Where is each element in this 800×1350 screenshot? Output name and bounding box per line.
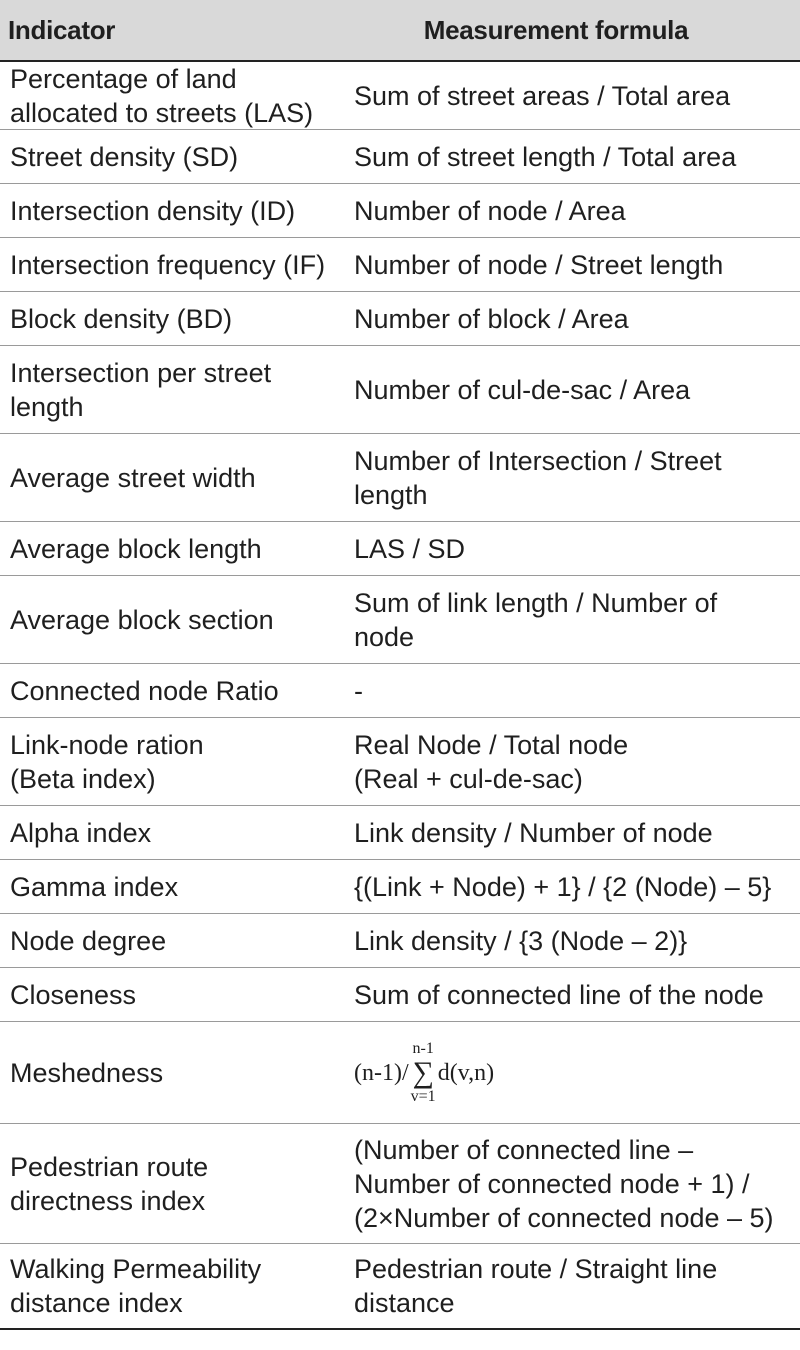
indicator-cell: Average block length — [10, 533, 262, 564]
formula-cell: LAS / SD — [354, 533, 466, 564]
sum-upper-limit: n-1 — [412, 1039, 434, 1057]
table-row — [0, 346, 800, 434]
table-row — [0, 1244, 800, 1330]
formula-cell: Number of cul-de-sac / Area — [354, 374, 691, 405]
formula-cell: Number of node / Area — [354, 195, 626, 226]
table-row — [0, 130, 800, 184]
table-row — [0, 522, 800, 576]
formula-cell: Sum of connected line of the node — [354, 979, 764, 1010]
indicator-cell: Block density (BD) — [10, 303, 233, 334]
table-row — [0, 1124, 800, 1244]
table-row — [0, 914, 800, 968]
formula-cell: Sum of street areas / Total area — [354, 80, 731, 111]
summation — [411, 1040, 436, 1106]
indicator-cell: Alpha index — [10, 817, 152, 848]
table-row — [0, 238, 800, 292]
formula-cell: - — [354, 675, 363, 706]
table-row — [0, 806, 800, 860]
formula-cell: Link density / {3 (Node – 2)} — [354, 925, 688, 956]
table-row — [0, 968, 800, 1022]
indicator-cell: Average street width — [10, 462, 256, 493]
formula-cell: Number of Intersection / Street length — [354, 445, 722, 510]
table-row — [0, 664, 800, 718]
formula-cell — [342, 1040, 800, 1106]
meshedness-formula — [354, 1040, 494, 1106]
indicator-cell: Pedestrian route directness index — [10, 1151, 209, 1216]
indicator-cell: Intersection density (ID) — [10, 195, 296, 226]
formula-cell: {(Link + Node) + 1} / {2 (Node) – 5} — [354, 871, 772, 902]
table-row — [0, 718, 800, 806]
indicator-cell: Link-node ration (Beta index) — [10, 729, 204, 794]
sigma-icon: ∑ — [412, 1055, 434, 1089]
formula-cell: Number of block / Area — [354, 303, 629, 334]
indicator-cell: Node degree — [10, 925, 167, 956]
table-header — [0, 0, 800, 62]
formula-cell: Sum of link length / Number of node — [354, 587, 718, 652]
formula-cell: (Number of connected line – Number of connected node + 1) / (2×Number of connected node – 5) — [354, 1134, 774, 1233]
indicator-cell: Connected node Ratio — [10, 675, 279, 706]
formula-left: (n-1)/ — [354, 1059, 409, 1086]
indicator-cell: Walking Permeability distance index — [10, 1254, 262, 1318]
indicator-cell: Gamma index — [10, 871, 179, 902]
table-row — [0, 1022, 800, 1124]
sum-lower-limit: v=1 — [410, 1087, 436, 1105]
indicator-cell: Street density (SD) — [10, 141, 239, 172]
formula-right: d(v,n) — [437, 1059, 495, 1086]
table-row — [0, 576, 800, 664]
indicator-cell: Average block section — [10, 604, 274, 635]
indicator-cell: Intersection per street length — [10, 357, 272, 422]
formula-cell: Pedestrian route / Straight line distance — [354, 1254, 718, 1318]
formula-cell: Sum of street length / Total area — [354, 141, 737, 172]
formula-cell: Number of node / Street length — [354, 249, 724, 280]
table-row — [0, 860, 800, 914]
indicator-cell: Closeness — [10, 979, 137, 1010]
table-row — [0, 62, 800, 130]
formula-cell: Link density / Number of node — [354, 817, 713, 848]
header-measurement-formula: Measurement formula — [423, 14, 689, 45]
indicator-cell: Percentage of land allocated to streets (LAS) — [10, 63, 314, 128]
header-indicator: Indicator — [8, 14, 116, 45]
indicator-cell: Intersection frequency (IF) — [10, 249, 326, 280]
formula-cell: Real Node / Total node (Real + cul-de-sac) — [354, 729, 629, 794]
table-row — [0, 184, 800, 238]
table-row — [0, 292, 800, 346]
indicator-cell: Meshedness — [10, 1057, 164, 1088]
table-row — [0, 434, 800, 522]
